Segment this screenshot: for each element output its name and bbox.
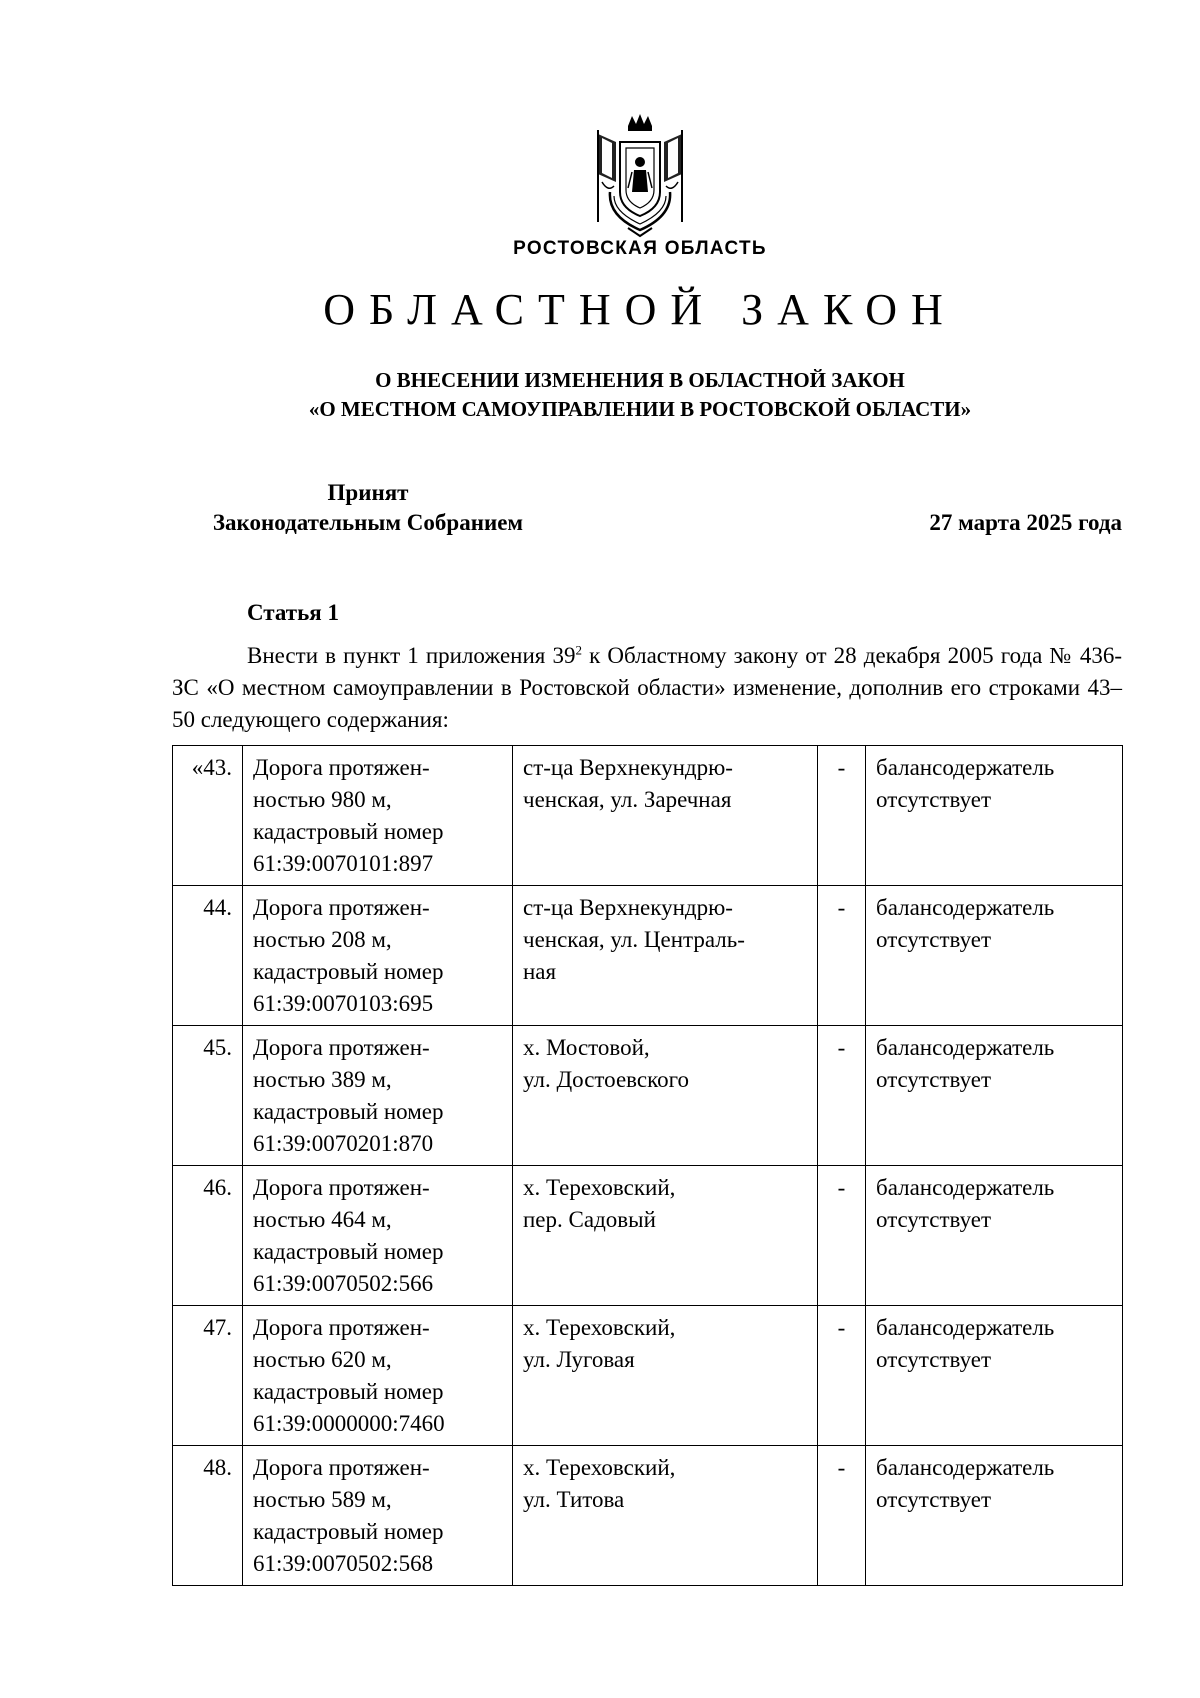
owner-cell-line: балансодержатель (876, 1035, 1055, 1060)
address-cell-line: ул. Луговая (523, 1347, 635, 1372)
owner-cell-line: отсутствует (876, 927, 992, 952)
owner-cell (866, 886, 1123, 1026)
address-cell (513, 1306, 818, 1446)
owner-cell-line: отсутствует (876, 1487, 992, 1512)
object-description-cell-line: ностью 620 м, (253, 1347, 392, 1372)
table-row (173, 1166, 1123, 1306)
law-type-heading: ОБЛАСТНОЙ ЗАКОН (323, 285, 957, 334)
row-number-cell: «43. (173, 746, 243, 886)
law-title-line-2: «О МЕСТНОМ САМОУПРАВЛЕНИИ В РОСТОВСКОЙ ОБЛАСТИ» (308, 397, 972, 421)
object-description-cell (243, 1166, 513, 1306)
adoption-line-1: Принят (327, 480, 409, 505)
owner-cell (866, 1026, 1123, 1166)
article-text-part-2: к Областному закону от 28 декабря 2005 года № 436-ЗС «О местном самоуправлении в Ростовской области» изменение, дополнив его строками 43–50 следующего содержания: (172, 643, 1122, 732)
table-row (173, 1026, 1123, 1166)
dash-cell: - (818, 1446, 866, 1586)
object-description-cell (243, 1446, 513, 1586)
coat-of-arms-icon (588, 112, 692, 240)
table-row (173, 746, 1123, 886)
address-cell-line: ченская, ул. Заречная (523, 787, 732, 812)
owner-cell (866, 1306, 1123, 1446)
amendment-table (172, 745, 1123, 1586)
article-text-part-1: Внести в пункт 1 приложения 39 (247, 643, 576, 668)
owner-cell (866, 1166, 1123, 1306)
owner-cell-line: отсутствует (876, 1207, 992, 1232)
address-cell-line: ченская, ул. Централь- (523, 927, 745, 952)
object-description-cell-line: кадастровый номер (253, 959, 444, 984)
region-name: РОСТОВСКАЯ ОБЛАСТЬ (513, 238, 767, 259)
address-cell-line: х. Мостовой, (523, 1035, 650, 1060)
object-description-cell-line: Дорога протяжен- (253, 895, 430, 920)
address-cell-line: х. Тереховский, (523, 1175, 676, 1200)
row-number-cell: 44. (173, 886, 243, 1026)
article-text (172, 640, 1122, 736)
row-number-cell: 45. (173, 1026, 243, 1166)
dash-cell: - (818, 1166, 866, 1306)
address-cell-line: ул. Титова (523, 1487, 625, 1512)
dash-cell: - (818, 1026, 866, 1166)
address-cell-line: ст-ца Верхнекундрю- (523, 755, 733, 780)
row-number-cell: 48. (173, 1446, 243, 1586)
owner-cell-line: балансодержатель (876, 1315, 1055, 1340)
address-cell-line: х. Тереховский, (523, 1455, 676, 1480)
owner-cell (866, 1446, 1123, 1586)
owner-cell (866, 746, 1123, 886)
address-cell (513, 886, 818, 1026)
address-cell-line: х. Тереховский, (523, 1315, 676, 1340)
law-title-line-1: О ВНЕСЕНИИ ИЗМЕНЕНИЯ В ОБЛАСТНОЙ ЗАКОН (375, 368, 905, 392)
address-cell (513, 1026, 818, 1166)
object-description-cell-line: ностью 389 м, (253, 1067, 392, 1092)
address-cell-line: пер. Садовый (523, 1207, 656, 1232)
address-cell (513, 1166, 818, 1306)
owner-cell-line: балансодержатель (876, 1455, 1055, 1480)
article-heading: Статья 1 (247, 600, 339, 625)
object-description-cell-line: 61:39:0070201:870 (253, 1131, 434, 1156)
owner-cell-line: балансодержатель (876, 1175, 1055, 1200)
row-number-cell: 46. (173, 1166, 243, 1306)
object-description-cell-line: ностью 208 м, (253, 927, 392, 952)
object-description-cell-line: кадастровый номер (253, 1239, 444, 1264)
object-description-cell (243, 1026, 513, 1166)
object-description-cell-line: ностью 464 м, (253, 1207, 392, 1232)
object-description-cell-line: ностью 980 м, (253, 787, 392, 812)
table-row (173, 1446, 1123, 1586)
object-description-cell (243, 1306, 513, 1446)
owner-cell-line: балансодержатель (876, 755, 1055, 780)
object-description-cell-line: 61:39:0070502:566 (253, 1271, 434, 1296)
adoption-line-2: Законодательным Собранием (212, 510, 524, 535)
object-description-cell-line: 61:39:0070101:897 (253, 851, 434, 876)
object-description-cell-line: 61:39:0070502:568 (253, 1551, 434, 1576)
object-description-cell (243, 886, 513, 1026)
object-description-cell-line: Дорога протяжен- (253, 1035, 430, 1060)
dash-cell: - (818, 746, 866, 886)
adoption-date: 27 марта 2025 года (929, 510, 1122, 535)
table-row (173, 886, 1123, 1026)
amendment-table-body (173, 746, 1123, 1586)
object-description-cell-line: ностью 589 м, (253, 1487, 392, 1512)
object-description-cell-line: Дорога протяжен- (253, 1175, 430, 1200)
object-description-cell-line: кадастровый номер (253, 1379, 444, 1404)
table-row (173, 1306, 1123, 1446)
object-description-cell-line: кадастровый номер (253, 819, 444, 844)
owner-cell-line: отсутствует (876, 1067, 992, 1092)
object-description-cell (243, 746, 513, 886)
object-description-cell-line: 61:39:0000000:7460 (253, 1411, 445, 1436)
adoption-body (168, 478, 568, 538)
object-description-cell-line: 61:39:0070103:695 (253, 991, 434, 1016)
dash-cell: - (818, 886, 866, 1026)
object-description-cell-line: Дорога протяжен- (253, 1455, 430, 1480)
row-number-cell: 47. (173, 1306, 243, 1446)
article-superscript: 2 (575, 642, 582, 658)
law-title (0, 366, 1200, 424)
object-description-cell-line: Дорога протяжен- (253, 1315, 430, 1340)
owner-cell-line: отсутствует (876, 787, 992, 812)
address-cell (513, 1446, 818, 1586)
address-cell-line: ст-ца Верхнекундрю- (523, 895, 733, 920)
address-cell-line: ная (523, 959, 557, 984)
dash-cell: - (818, 1306, 866, 1446)
object-description-cell-line: кадастровый номер (253, 1519, 444, 1544)
object-description-cell-line: кадастровый номер (253, 1099, 444, 1124)
address-cell-line: ул. Достоевского (523, 1067, 689, 1092)
object-description-cell-line: Дорога протяжен- (253, 755, 430, 780)
owner-cell-line: балансодержатель (876, 895, 1055, 920)
owner-cell-line: отсутствует (876, 1347, 992, 1372)
address-cell (513, 746, 818, 886)
